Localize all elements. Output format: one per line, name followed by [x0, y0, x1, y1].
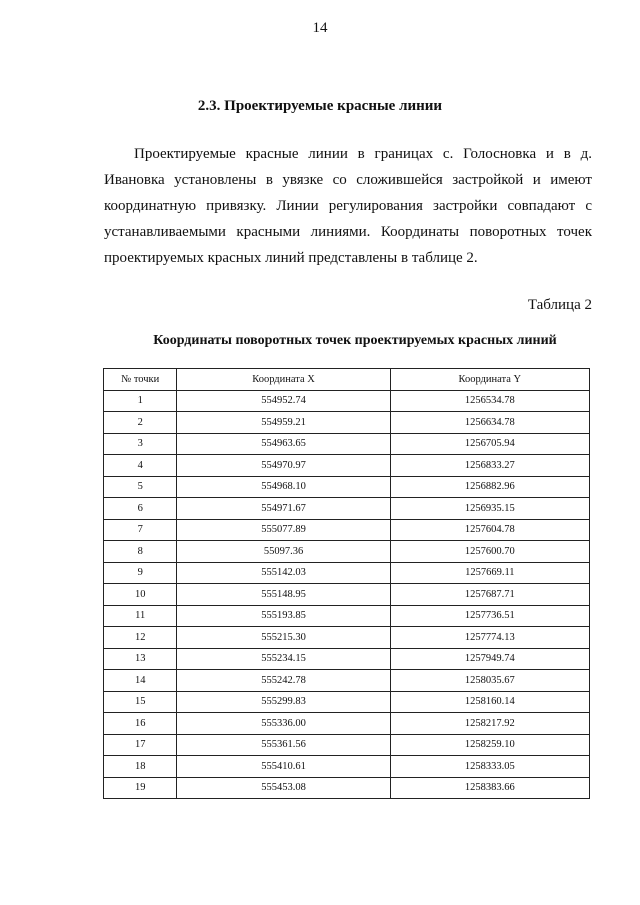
table-caption: Координаты поворотных точек проектируемых красных линий [153, 333, 557, 348]
cell-coordinate-x: 555142.03 [177, 562, 390, 584]
cell-coordinate-x: 555361.56 [177, 734, 390, 756]
cell-coordinate-y: 1258217.92 [390, 713, 589, 735]
cell-coordinate-x: 555453.08 [177, 777, 390, 799]
cell-point-number: 8 [104, 541, 177, 563]
cell-point-number: 13 [104, 648, 177, 670]
table-row [104, 476, 590, 498]
table-row [104, 584, 590, 606]
section-heading: 2.3. Проектируемые красные линии [197, 98, 443, 114]
cell-point-number: 18 [104, 756, 177, 778]
cell-coordinate-x: 554959.21 [177, 412, 390, 434]
cell-coordinate-x: 554963.65 [177, 433, 390, 455]
cell-coordinate-y: 1257604.78 [390, 519, 589, 541]
table-row [104, 627, 590, 649]
cell-point-number: 19 [104, 777, 177, 799]
header-coordinate-x: Координата X [177, 369, 390, 391]
cell-point-number: 3 [104, 433, 177, 455]
cell-coordinate-x: 555234.15 [177, 648, 390, 670]
cell-coordinate-x: 554968.10 [177, 476, 390, 498]
table-row [104, 498, 590, 520]
cell-coordinate-y: 1257687.71 [390, 584, 589, 606]
table-label: Таблица 2 [527, 297, 592, 313]
cell-point-number: 12 [104, 627, 177, 649]
cell-coordinate-y: 1258160.14 [390, 691, 589, 713]
cell-coordinate-y: 1257600.70 [390, 541, 589, 563]
cell-point-number: 4 [104, 455, 177, 477]
table-row [104, 756, 590, 778]
table-row [104, 777, 590, 799]
cell-coordinate-x: 555148.95 [177, 584, 390, 606]
cell-coordinate-y: 1256882.96 [390, 476, 589, 498]
cell-point-number: 11 [104, 605, 177, 627]
cell-point-number: 5 [104, 476, 177, 498]
table-row [104, 605, 590, 627]
cell-coordinate-y: 1258333.05 [390, 756, 589, 778]
cell-point-number: 15 [104, 691, 177, 713]
cell-coordinate-x: 555077.89 [177, 519, 390, 541]
table-row [104, 390, 590, 412]
header-coordinate-y: Координата Y [390, 369, 589, 391]
cell-coordinate-y: 1256935.15 [390, 498, 589, 520]
cell-coordinate-y: 1257949.74 [390, 648, 589, 670]
table-row [104, 734, 590, 756]
table-row [104, 713, 590, 735]
cell-coordinate-x: 555193.85 [177, 605, 390, 627]
cell-coordinate-y: 1257736.51 [390, 605, 589, 627]
cell-point-number: 1 [104, 390, 177, 412]
table-row [104, 455, 590, 477]
cell-coordinate-x: 555242.78 [177, 670, 390, 692]
cell-point-number: 7 [104, 519, 177, 541]
cell-coordinate-y: 1257669.11 [390, 562, 589, 584]
table-row [104, 691, 590, 713]
cell-point-number: 17 [104, 734, 177, 756]
body-paragraph: Проектируемые красные линии в границах с. Голосновка и в д. Ивановка установлены в увязке со сложившейся застройкой и имеют координатную привязку. Линии регулирования застройки совпадают с устанавливаемыми красными линиями. Координаты поворотных точек проектируемых красных линий представлены в таблице 2. [104, 146, 592, 266]
cell-coordinate-y: 1256534.78 [390, 390, 589, 412]
cell-point-number: 9 [104, 562, 177, 584]
cell-coordinate-x: 555299.83 [177, 691, 390, 713]
cell-coordinate-x: 555410.61 [177, 756, 390, 778]
cell-coordinate-y: 1256705.94 [390, 433, 589, 455]
cell-point-number: 6 [104, 498, 177, 520]
cell-coordinate-y: 1256634.78 [390, 412, 589, 434]
cell-coordinate-y: 1258035.67 [390, 670, 589, 692]
cell-coordinate-y: 1258383.66 [390, 777, 589, 799]
cell-point-number: 16 [104, 713, 177, 735]
table-row [104, 412, 590, 434]
cell-coordinate-x: 555215.30 [177, 627, 390, 649]
table-body [104, 390, 590, 799]
table-row [104, 562, 590, 584]
cell-coordinate-y: 1258259.10 [390, 734, 589, 756]
table-row [104, 648, 590, 670]
cell-point-number: 10 [104, 584, 177, 606]
table-row [104, 541, 590, 563]
cell-point-number: 2 [104, 412, 177, 434]
table-row [104, 670, 590, 692]
cell-coordinate-x: 555336.00 [177, 713, 390, 735]
cell-coordinate-x: 554971.67 [177, 498, 390, 520]
cell-coordinate-y: 1256833.27 [390, 455, 589, 477]
cell-coordinate-y: 1257774.13 [390, 627, 589, 649]
page-number: 14 [312, 20, 328, 36]
cell-point-number: 14 [104, 670, 177, 692]
cell-coordinate-x: 55097.36 [177, 541, 390, 563]
table-row [104, 433, 590, 455]
cell-coordinate-x: 554952.74 [177, 390, 390, 412]
table-header-row [104, 369, 590, 391]
header-point-number: № точки [104, 369, 177, 391]
table-row [104, 519, 590, 541]
coordinates-table [103, 368, 590, 799]
cell-coordinate-x: 554970.97 [177, 455, 390, 477]
